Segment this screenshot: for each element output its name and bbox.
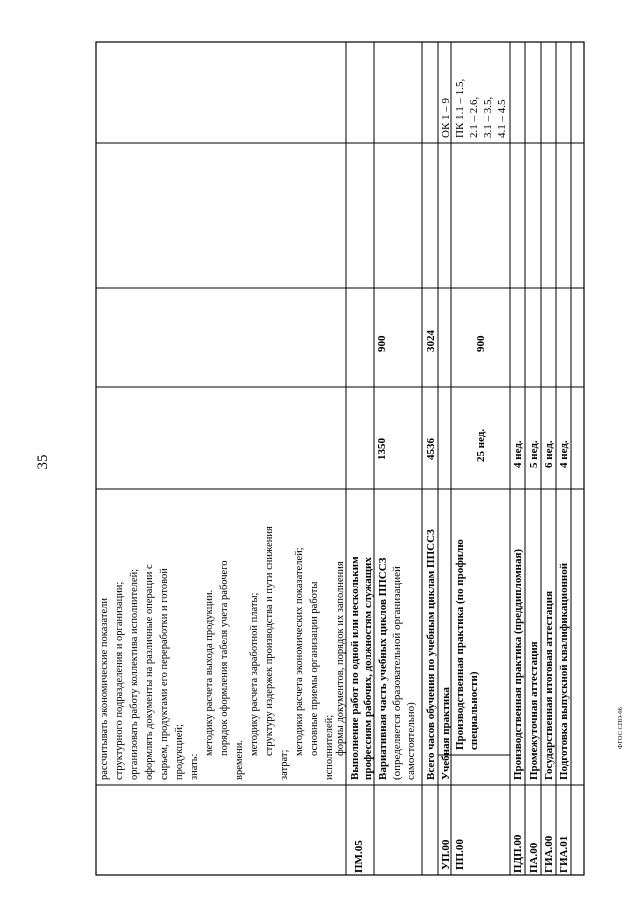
- table-row: [440, 97, 452, 870]
- row-title-line: Учебная практика: [440, 687, 452, 780]
- skills-line: методики расчета экономических показателей;: [294, 547, 305, 756]
- row-code: ПДП.00: [512, 834, 524, 873]
- weeks-value: 25 нед.: [475, 428, 487, 462]
- table-row: [558, 440, 570, 873]
- curriculum-table: [96, 42, 584, 875]
- row-title-line: Всего часов обучения по учебным циклам ППССЗ: [425, 529, 437, 780]
- table-row: [528, 440, 540, 873]
- competency-line: 3.1 – 3.5,: [482, 96, 494, 138]
- row-title-line: самостоятельно): [405, 702, 417, 780]
- footer-code: ФГОС СПО-06: [617, 707, 624, 749]
- row-title-line: Промежуточная аттестация: [528, 641, 540, 780]
- skills-line: времени.: [234, 739, 245, 780]
- competency-line: 4.1 – 4.5: [496, 99, 508, 138]
- table-row: [349, 556, 374, 873]
- row-title-line: Производственная практика (по профилю: [454, 539, 466, 750]
- weeks-value: 4 нед.: [512, 440, 524, 468]
- weeks-value: 5 нед.: [528, 440, 540, 468]
- skills-line: структурного подразделения и организации;: [114, 581, 125, 780]
- row-title-line: Производственная практика (преддипломная): [512, 548, 524, 780]
- competency-line: 2.1 – 2.6,: [468, 96, 480, 138]
- row-code: ГИА.01: [558, 835, 570, 873]
- row-title-line: Подготовка выпускной квалификационной: [558, 562, 570, 780]
- table-row: [512, 440, 524, 873]
- max-load-value: 1350: [376, 438, 388, 460]
- skills-line: оформлять документы на различные операции с: [144, 564, 155, 780]
- skills-line: методику расчета заработной платы;: [249, 592, 260, 756]
- skills-line: сырьем, продуктами его переработки и готовой: [159, 568, 170, 780]
- skills-line: исполнителей;: [324, 714, 335, 780]
- row-code: УП.00: [440, 839, 452, 870]
- row-title-line: специальности): [468, 671, 480, 750]
- skills-line: порядок оформления табеля учета рабочего: [219, 560, 230, 756]
- skills-line: рассчитывать экономические показатели: [99, 597, 110, 780]
- table-row: [543, 440, 555, 873]
- row-title-line: Государственная итоговая аттестация: [543, 590, 555, 780]
- competency-line: ОК 1 – 9: [440, 97, 452, 138]
- row-code: ПМ.05: [353, 840, 365, 873]
- row-title-line: профессиям рабочих, должностям служащих: [362, 557, 374, 780]
- page-number: 35: [35, 454, 51, 470]
- row-code: ПП.00: [454, 839, 466, 870]
- row-code: ПА.00: [528, 842, 540, 873]
- required-value: 900: [376, 335, 388, 352]
- skills-line: затрат;: [279, 749, 290, 780]
- skills-line: методику расчета выхода продукции.: [204, 589, 215, 756]
- weeks-value: 4 нед.: [558, 440, 570, 468]
- table-row: [376, 335, 417, 780]
- skills-line: основные приемы организации работы: [309, 581, 320, 756]
- skills-line: знать:: [189, 753, 200, 780]
- row-title-line: (определяется образовательной организацией: [391, 566, 403, 780]
- max-load-value: 4536: [425, 438, 437, 460]
- skills-line: структуру издержек производства и пути снижения: [264, 526, 275, 756]
- table-row: [454, 78, 508, 870]
- weeks-value: 6 нед.: [543, 440, 555, 468]
- competency-line: ПК 1.1 – 1.5,: [454, 78, 466, 138]
- row-code: ГИА.00: [543, 835, 555, 873]
- skills-list: [99, 526, 346, 780]
- required-value: 3024: [425, 330, 437, 352]
- table-row: [425, 330, 437, 781]
- skills-line: организовать работу коллектива исполнителей;: [129, 568, 140, 780]
- skills-line: формы документов, порядок их заполнения: [335, 561, 346, 756]
- required-value: 900: [475, 335, 487, 352]
- row-title-line: Вариативная часть учебных циклов ППССЗ: [377, 557, 389, 780]
- row-title-line: Выполнение работ по одной или нескольким: [349, 556, 361, 780]
- skills-line: продукцией;: [174, 724, 185, 780]
